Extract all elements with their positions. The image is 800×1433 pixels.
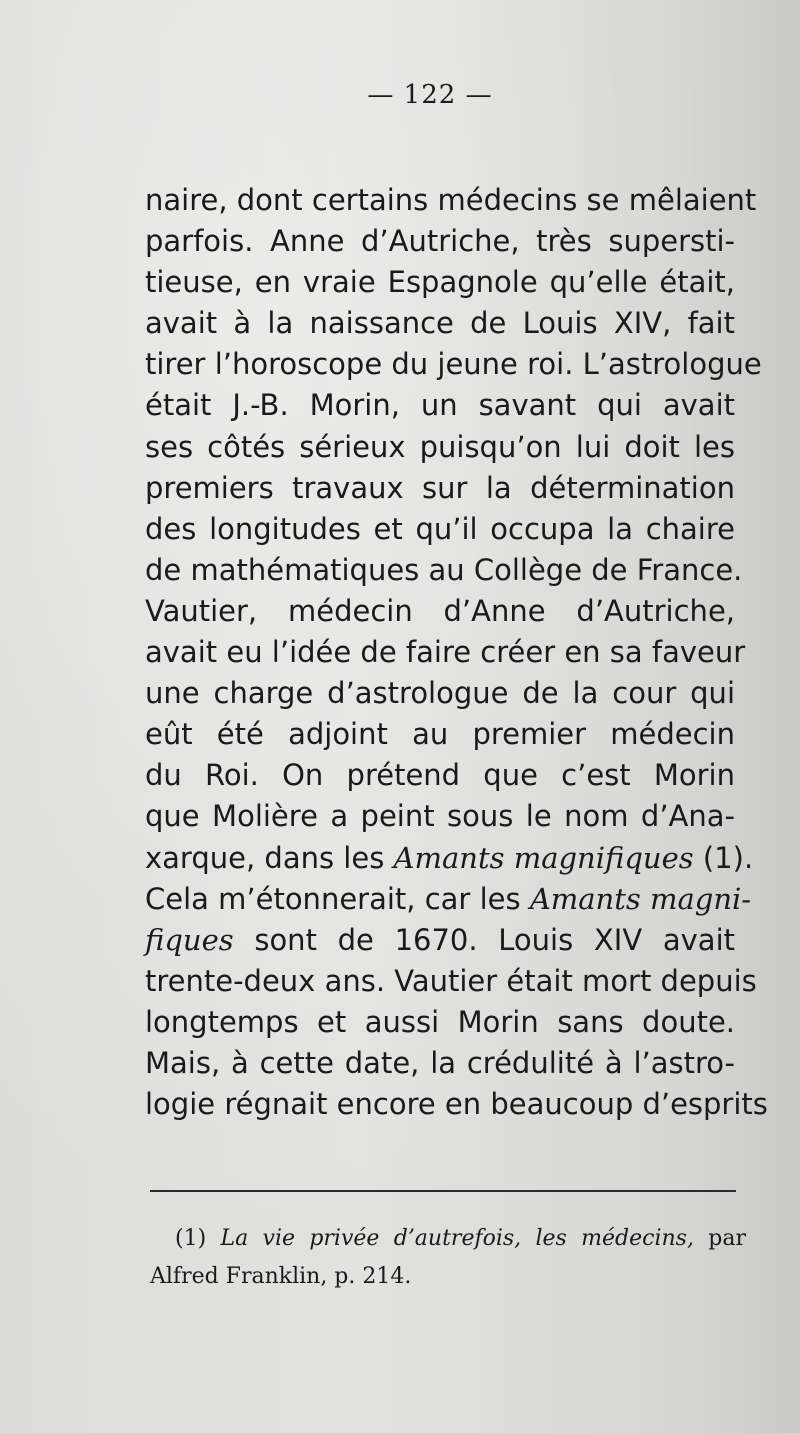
italic-title: Amants magni- (529, 881, 752, 916)
text-line: avait à la naissance de Louis XIV, fait (145, 306, 735, 341)
text-line: ses côtés sérieux puisqu’on lui doit les (145, 429, 735, 464)
text-line: logie régnait encore en beaucoup d’esprits (145, 1087, 768, 1122)
text-line (145, 920, 735, 961)
text-line: Mais, à cette date, la crédulité à l’astro- (145, 1045, 735, 1080)
text-line: parfois. Anne d’Autriche, très supersti- (145, 224, 735, 259)
footnote (150, 1220, 746, 1296)
text-line (145, 838, 754, 879)
text-line: du Roi. On prétend que c’est Morin (145, 758, 735, 793)
text-line: de mathématiques au Collège de France. (145, 552, 743, 587)
text-line: naire, dont certains médecins se mêlaient (145, 183, 757, 217)
footnote-text: par (693, 1226, 746, 1251)
footnote-line (150, 1220, 746, 1258)
footnote-ref: (1). (693, 840, 754, 875)
italic-title: fiques (145, 922, 234, 957)
text-line: Vautier, médecin d’Anne d’Autriche, (145, 593, 735, 628)
footnote-line: Alfred Franklin, p. 214. (150, 1264, 412, 1289)
footnote-citation: La vie privée d’autrefois, les médecins, (220, 1226, 694, 1251)
footnote-divider (150, 1190, 736, 1192)
text-line: premiers travaux sur la détermination (145, 470, 735, 505)
text-line: eût été adjoint au premier médecin (145, 717, 735, 752)
italic-title: Amants magnifiques (393, 840, 694, 875)
text-line: que Molière a peint sous le nom d’Ana- (145, 799, 735, 834)
text-line: tirer l’horoscope du jeune roi. L’astrologue (145, 347, 762, 382)
text-segment: sont de 1670. Louis XIV avait (233, 922, 735, 957)
text-line: tieuse, en vraie Espagnole qu’elle était, (145, 265, 735, 300)
text-line: était J.-B. Morin, un savant qui avait (145, 388, 735, 423)
text-line: trente-deux ans. Vautier était mort depuis (145, 963, 757, 998)
page-number: — 122 — (367, 80, 493, 110)
text-line: des longitudes et qu’il occupa la chaire (145, 511, 735, 546)
text-line: avait eu l’idée de faire créer en sa faveur (145, 635, 746, 670)
footnote-marker: (1) (175, 1226, 207, 1251)
body-text (145, 180, 768, 1125)
text-segment: Cela m’étonnerait, car les (145, 881, 530, 916)
text-line: longtemps et aussi Morin sans doute. (145, 1004, 735, 1039)
text-line: une charge d’astrologue de la cour qui (145, 676, 735, 711)
text-line (145, 879, 752, 920)
text-segment: xarque, dans les (145, 840, 394, 875)
